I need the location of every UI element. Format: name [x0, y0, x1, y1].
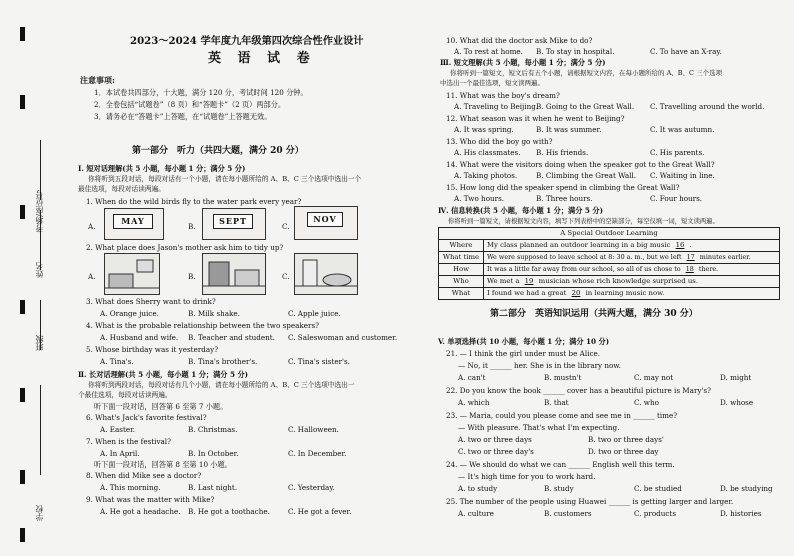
option-a[interactable]: A. His classmates.: [454, 148, 521, 157]
question-22: 22. Do you know the book ______ cover has a beautiful picture is Mary's?: [446, 386, 711, 395]
row-text: .: [689, 241, 692, 249]
option-c[interactable]: C. two or three day's: [458, 447, 534, 456]
option-c[interactable]: C. Apple juice.: [288, 309, 341, 318]
row-text: musician whose rich knowledge surprised us.: [538, 277, 699, 285]
option-b[interactable]: B. Climbing the Great Wall.: [536, 171, 637, 180]
question-23: 23. — Maria, could you please come and see me in ______ time?: [446, 411, 678, 420]
binding-mark: [20, 528, 25, 542]
option-b[interactable]: B. It was summer.: [536, 125, 602, 134]
question-8: 8. When did Mike see a doctor?: [86, 471, 202, 480]
question-11: 11. What was the boy's dream?: [446, 91, 560, 100]
option-b[interactable]: B. In October.: [188, 449, 239, 458]
row-header: How: [439, 264, 484, 276]
question-5: 5. Whose birthday was it yesterday?: [86, 345, 219, 354]
row-text: minutes earlier.: [699, 253, 751, 261]
row-header: Who: [439, 276, 484, 288]
notice-item: 1．本试卷共四部分，十大题，满分 120 分，考试时间 120 分钟。: [94, 88, 308, 97]
part2-title: 第二部分 英语知识运用（共两大题，满分 30 分）: [490, 309, 698, 319]
section1-instructions: 最佳选项，每段对话读两遍。: [78, 185, 165, 193]
row-text: My class planned an outdoor learning in a big music: [487, 241, 671, 249]
option-a[interactable]: A. In April.: [100, 449, 140, 458]
answer-blank[interactable]: 17: [686, 253, 695, 261]
binding-mark: [20, 388, 25, 402]
section1-instructions: 你将听到五段对话，每段对话有一个小题，请在每小题所给的 A、B、C 三个选项中选出一个: [88, 175, 362, 183]
kitchen-sketch: [203, 254, 265, 294]
option-b[interactable]: B. His friends.: [536, 148, 589, 157]
info-table: [438, 227, 780, 300]
option-a[interactable]: A. to study: [458, 484, 498, 493]
option-c[interactable]: C. Travelling around the world.: [650, 102, 765, 111]
binding-margin: [0, 0, 60, 556]
question-21-reply: — No, it ______ her. She is in the library now.: [458, 361, 621, 370]
binding-mark: [20, 95, 25, 109]
option-a[interactable]: A. Easter.: [100, 425, 136, 434]
month-sign: MAY: [113, 214, 153, 229]
row-header: What time: [439, 252, 484, 264]
table-row: [439, 240, 780, 252]
class-label: 班级: [35, 335, 44, 351]
option-c[interactable]: C. To have an X-ray.: [650, 47, 722, 56]
option-c[interactable]: C. Four hours.: [650, 194, 703, 203]
option-label[interactable]: C.: [282, 222, 290, 231]
left-column: [70, 0, 415, 556]
notice-item: 3．请务必在“答题卡”上答题，在“试题卷”上答题无效。: [94, 112, 272, 121]
notice-item: 2．全卷包括“试题卷”（8 页）和“答题卡”（2 页）两部分。: [94, 100, 286, 109]
question-25: 25. The number of the people using Huawei ______ is getting larger and larger.: [446, 497, 734, 506]
question-15: 15. How long did the speaker spend in climbing the Great Wall?: [446, 183, 680, 192]
option-d[interactable]: D. histories: [720, 509, 762, 518]
school-label: 学校: [35, 505, 44, 521]
notice-heading: 注意事项:: [80, 75, 115, 85]
answer-blank[interactable]: 19: [524, 277, 534, 285]
option-d[interactable]: D. whose: [720, 398, 754, 407]
dialogue1-intro: 听下面一段对话，回答第 6 至第 7 小题。: [94, 402, 228, 411]
row-content: [484, 252, 780, 264]
table-row: [439, 252, 780, 264]
option-b[interactable]: B. Going to the Great Wall.: [536, 102, 635, 111]
option-a[interactable]: A. Traveling to Beijing.: [454, 102, 539, 111]
answer-blank[interactable]: 16: [675, 241, 685, 249]
option-b[interactable]: B. study: [544, 484, 574, 493]
option-a[interactable]: A. Taking photos.: [454, 171, 518, 180]
exam-subtitle: 英 语 试 卷: [208, 51, 316, 66]
part1-title: 第一部分 听力（共四大题，满分 20 分）: [132, 146, 304, 156]
option-c[interactable]: C. Waiting in line.: [650, 171, 715, 180]
option-b[interactable]: B. Milk shake.: [188, 309, 240, 318]
option-a[interactable]: A. culture: [458, 509, 494, 518]
option-b[interactable]: B. Three hours.: [536, 194, 593, 203]
bedroom-sketch: [105, 254, 159, 294]
table-row: [439, 288, 780, 300]
binding-mark: [20, 205, 25, 219]
option-a[interactable]: A. This morning.: [100, 483, 161, 492]
option-label[interactable]: B.: [188, 222, 196, 231]
section3-instructions: 你将听到一篇短文，短文后有五个小题，请根据短文内容，在每小题所给的 A、B、C 三个选项: [450, 69, 723, 77]
row-text: We were supposed to leave school at 8: 30 a. m., but we left: [487, 253, 682, 261]
school-blank[interactable]: [40, 385, 42, 475]
question-7: 7. When is the festival?: [86, 437, 171, 446]
question-24: 24. — We should do what we can ______ English well this term.: [446, 460, 675, 469]
option-b[interactable]: B. Teacher and student.: [188, 333, 275, 342]
option-c[interactable]: C. products: [634, 509, 677, 518]
question-1: 1. When do the wild birds fly to the water park every year?: [86, 197, 302, 206]
binding-mark: [20, 27, 25, 41]
option-c[interactable]: C. may not: [634, 373, 674, 382]
row-header: What: [439, 288, 484, 300]
option-label[interactable]: B.: [188, 272, 196, 281]
name-label: 姓名: [35, 262, 44, 278]
row-text: there.: [698, 265, 719, 273]
question-10: 10. What did the doctor ask Mike to do?: [446, 36, 593, 45]
row-content: [484, 288, 780, 300]
dialogue2-intro: 听下面一段对话，回答第 8 至第 10 小题。: [94, 460, 232, 469]
option-a[interactable]: A. Husband and wife.: [100, 333, 179, 342]
section2-instructions: 个最佳选项，每段对话读两遍。: [78, 391, 172, 399]
row-text: We met a: [487, 277, 520, 285]
binding-mark: [20, 470, 25, 484]
option-label[interactable]: A.: [88, 272, 96, 281]
table-row: [439, 276, 780, 288]
option-c[interactable]: C. Halloween.: [288, 425, 339, 434]
question-23-reply: — With pleasure. That's what I'm expecting.: [458, 423, 620, 432]
id-label: 考场/座位号: [35, 190, 44, 233]
option-label[interactable]: C.: [282, 272, 290, 281]
answer-blank[interactable]: 18: [685, 265, 694, 273]
question-24-reply: — It's high time for you to work hard.: [458, 472, 596, 481]
question-13: 13. Who did the boy go with?: [446, 137, 553, 146]
section2-title: Ⅱ. 长对话理解(共 5 小题，每小题 1 分；满分 5 分): [78, 370, 249, 379]
option-a[interactable]: A. can't: [458, 373, 486, 382]
option-d[interactable]: D. be studying: [720, 484, 773, 493]
question-9: 9. What was the matter with Mike?: [86, 495, 215, 504]
option-c[interactable]: C. In December.: [288, 449, 347, 458]
row-text: I found we had a great: [487, 289, 567, 297]
room-picture: [294, 253, 358, 295]
calendar-picture: [104, 208, 164, 240]
month-sign: NOV: [307, 212, 343, 227]
option-a[interactable]: A. It was spring.: [454, 125, 514, 134]
option-b[interactable]: B. mustn't: [544, 373, 582, 382]
question-12: 12. What season was it when he went to Beijing?: [446, 114, 625, 123]
room-picture: [104, 253, 160, 295]
option-b[interactable]: B. that: [544, 398, 569, 407]
bathroom-sketch: [295, 254, 357, 294]
option-a[interactable]: A. which: [458, 398, 490, 407]
option-c[interactable]: C. He got a fever.: [288, 507, 352, 516]
option-b[interactable]: B. Tina's brother's.: [188, 357, 258, 366]
option-d[interactable]: D. might: [720, 373, 752, 382]
section2-instructions: 你将听到两段对话，每段对话有几个小题，请在每小题所给的 A、B、C 三个选项中选出一: [88, 381, 355, 389]
calendar-picture: [202, 208, 266, 240]
option-b[interactable]: B. Last night.: [188, 483, 238, 492]
section3-instructions: 中选出一个最佳选项，短文读两遍。: [440, 79, 544, 87]
table-caption: A Special Outdoor Learning: [439, 228, 780, 240]
option-b[interactable]: B. Christmas.: [188, 425, 238, 434]
option-a[interactable]: A. Two hours.: [454, 194, 505, 203]
option-c[interactable]: C. Yesterday.: [288, 483, 335, 492]
row-content: [484, 240, 780, 252]
option-c[interactable]: C. be studied: [634, 484, 682, 493]
option-b[interactable]: B. two or three days': [588, 435, 664, 444]
option-c[interactable]: C. It was autumn.: [650, 125, 715, 134]
option-c[interactable]: C. Saleswoman and customer.: [288, 333, 398, 342]
answer-blank[interactable]: 20: [571, 289, 581, 297]
option-c[interactable]: C. His parents.: [650, 148, 705, 157]
exam-title: 2023～2024 学年度九年级第四次综合性作业设计: [130, 35, 364, 47]
table-row: [439, 264, 780, 276]
option-b[interactable]: B. customers: [544, 509, 592, 518]
room-picture: [202, 253, 266, 295]
section4-instructions: 你将听到一篇短文，请根据短文内容，填写下列表格中的空缺部分，每空仅填一词，短文读两遍。: [448, 218, 719, 225]
month-sign: SEPT: [213, 214, 253, 229]
option-b[interactable]: B. He got a toothache.: [188, 507, 270, 516]
row-header: Where: [439, 240, 484, 252]
question-4: 4. What is the probable relationship between the two speakers?: [86, 321, 319, 330]
option-c[interactable]: C. Tina's sister's.: [288, 357, 350, 366]
option-a[interactable]: A. To rest at home.: [454, 47, 523, 56]
option-a[interactable]: A. Tina's.: [100, 357, 134, 366]
question-6: 6. What's Jack's favorite festival?: [86, 413, 207, 422]
section1-title: Ⅰ. 短对话理解(共 5 小题，每小题 1 分；满分 5 分): [78, 164, 246, 173]
section3-title: Ⅲ. 短文理解(共 5 小题，每小题 1 分；满分 5 分): [440, 58, 606, 67]
section4-title: Ⅳ. 信息转换(共 5 小题，每小题 1 分；满分 5 分): [438, 206, 603, 215]
option-c[interactable]: C. who: [634, 398, 659, 407]
question-21: 21. — I think the girl under must be Alice.: [446, 349, 601, 358]
option-a[interactable]: A. two or three days: [458, 435, 532, 444]
question-2: 2. What place does Jason's mother ask him to tidy up?: [86, 243, 284, 252]
option-b[interactable]: B. To stay in hospital.: [536, 47, 615, 56]
option-a[interactable]: A. Orange juice.: [100, 309, 159, 318]
question-14: 14. What were the visitors doing when the speaker got to the Great Wall?: [446, 160, 715, 169]
row-text: It was a little far away from our school, so all of us chose to: [487, 265, 681, 273]
option-d[interactable]: D. two or three day: [588, 447, 659, 456]
row-content: [484, 264, 780, 276]
binding-mark: [20, 300, 25, 314]
right-column: [432, 0, 784, 556]
row-text: in learning music now.: [585, 289, 665, 297]
question-3: 3. What does Sherry want to drink?: [86, 297, 216, 306]
calendar-picture: [294, 206, 358, 240]
option-a[interactable]: A. He got a headache.: [100, 507, 181, 516]
option-label[interactable]: A.: [88, 222, 96, 231]
row-content: [484, 276, 780, 288]
section5-title: V. 单项选择(共 10 小题，每小题 1 分；满分 10 分): [438, 337, 610, 346]
